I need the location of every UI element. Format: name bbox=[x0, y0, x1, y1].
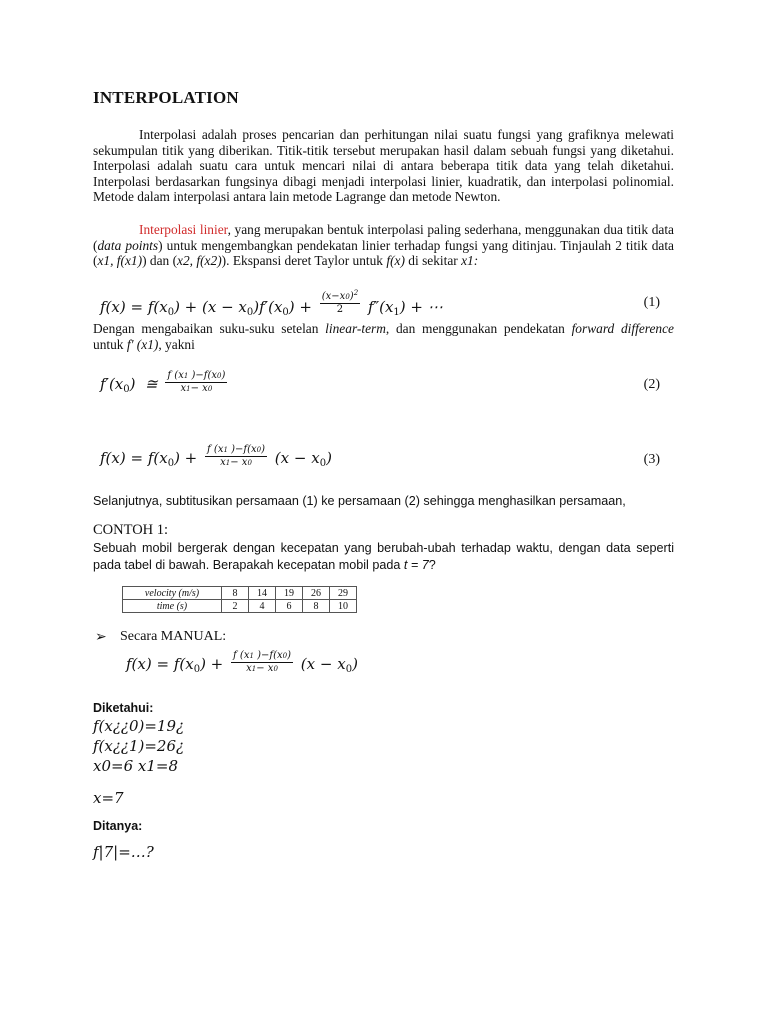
linear-interpolation-paragraph: Interpolasi linier, yang merupakan bentuk interpolasi paling sederhana, menggunakan dua titik data (data points) untuk mengembangkan pendekatan linier terhadap fungsi yang ditinjau. Tinjaulah 2 titik data (x1, f(x1)) dan (x2, f(x2)). Ekspansi deret Taylor untuk f(x) di sekitar x1: bbox=[93, 222, 674, 268]
table-cell: 19 bbox=[276, 587, 303, 600]
given-f-x1: f(x¿¿1)=26¿ bbox=[93, 737, 185, 755]
equation-2: $f'(x_0)$ ≅ $\frac{f (x1 )-f(x0)}{x1- x0}$ (2) bbox=[100, 370, 660, 395]
table-cell: 6 bbox=[276, 600, 303, 613]
row-label: velocity (m/s) bbox=[123, 587, 222, 600]
asked-label: Ditanya: bbox=[93, 819, 143, 833]
page-title: INTERPOLATION bbox=[93, 88, 239, 107]
table-cell: 8 bbox=[303, 600, 330, 613]
highlight-term: Interpolasi linier bbox=[139, 222, 228, 237]
equation-number-1: (1) bbox=[643, 295, 660, 310]
manual-heading: Secara MANUAL: bbox=[120, 629, 227, 644]
intro-paragraph: Interpolasi adalah proses pencarian dan perhitungan nilai suatu fungsi yang grafiknya melewati sekumpulan titik yang diberikan. Titik-titik tersebut merupakan hasil dalam sebuah fungsi yang diketahui. Interpolasi adalah suatu cara untuk mencari nilai di antara beberapa titik data yang telah diketahui. Interpolasi berdasarkan fungsinya dibagi menjadi interpolasi linier, kuadratik, dan interpolasi polinomial. Metode dalam interpolasi antara lain metode Lagrange dan metode Newton. bbox=[93, 127, 674, 204]
approximation-paragraph: Dengan mengabaikan suku-suku setelan linear-term, dan menggunakan pendekatan forward difference untuk f' (x1), yakni bbox=[93, 321, 675, 352]
table-cell: 29 bbox=[330, 587, 357, 600]
given-label: Diketahui: bbox=[93, 701, 154, 715]
table-row bbox=[123, 587, 357, 600]
data-table bbox=[122, 586, 357, 613]
table-cell: 2 bbox=[222, 600, 249, 613]
arrow-bullet-icon: ➢ bbox=[95, 630, 107, 645]
table-cell: 26 bbox=[303, 587, 330, 600]
equation-number-2: (2) bbox=[643, 377, 660, 392]
table-cell: 4 bbox=[249, 600, 276, 613]
given-x: x=7 bbox=[93, 789, 124, 807]
table-cell: 14 bbox=[249, 587, 276, 600]
row-label: time (s) bbox=[123, 600, 222, 613]
asked-expression: f|7|=…? bbox=[93, 843, 154, 861]
given-x-values: x0=6 x1=8 bbox=[93, 757, 178, 775]
manual-equation: $f(x) = f(x_0)$ + $\frac{f (x1 )-f(x0)}{x1- x0}$ $(x - x_0)$ bbox=[126, 650, 358, 675]
given-f-x0: f(x¿¿0)=19¿ bbox=[93, 717, 185, 735]
table-cell: 10 bbox=[330, 600, 357, 613]
substitution-note: Selanjutnya, subtitusikan persamaan (1) ke persamaan (2) sehingga menghasilkan persamaan, bbox=[93, 494, 626, 508]
example-text: Sebuah mobil bergerak dengan kecepatan yang berubah-ubah terhadap waktu, dengan data seperti pada tabel di bawah. Berapakah kecepatan mobil pada t = 7? bbox=[93, 541, 674, 572]
table-cell: 8 bbox=[222, 587, 249, 600]
example-heading: CONTOH 1: bbox=[93, 522, 169, 538]
table-row bbox=[123, 600, 357, 613]
equation-3: $f(x) = f(x_0)$ + $\frac{f (x1 )-f(x0)}{x1- x0}$ $(x - x_0)$ (3) bbox=[100, 444, 660, 469]
equation-number-3: (3) bbox=[643, 452, 660, 467]
equation-1: $f(x) = f(x_0) + (x - x_0)f'(x_0)$ + $\frac{(x-x0)^2}{2}$ $f''(x_1)$ + ⋯ (1) bbox=[100, 289, 660, 318]
